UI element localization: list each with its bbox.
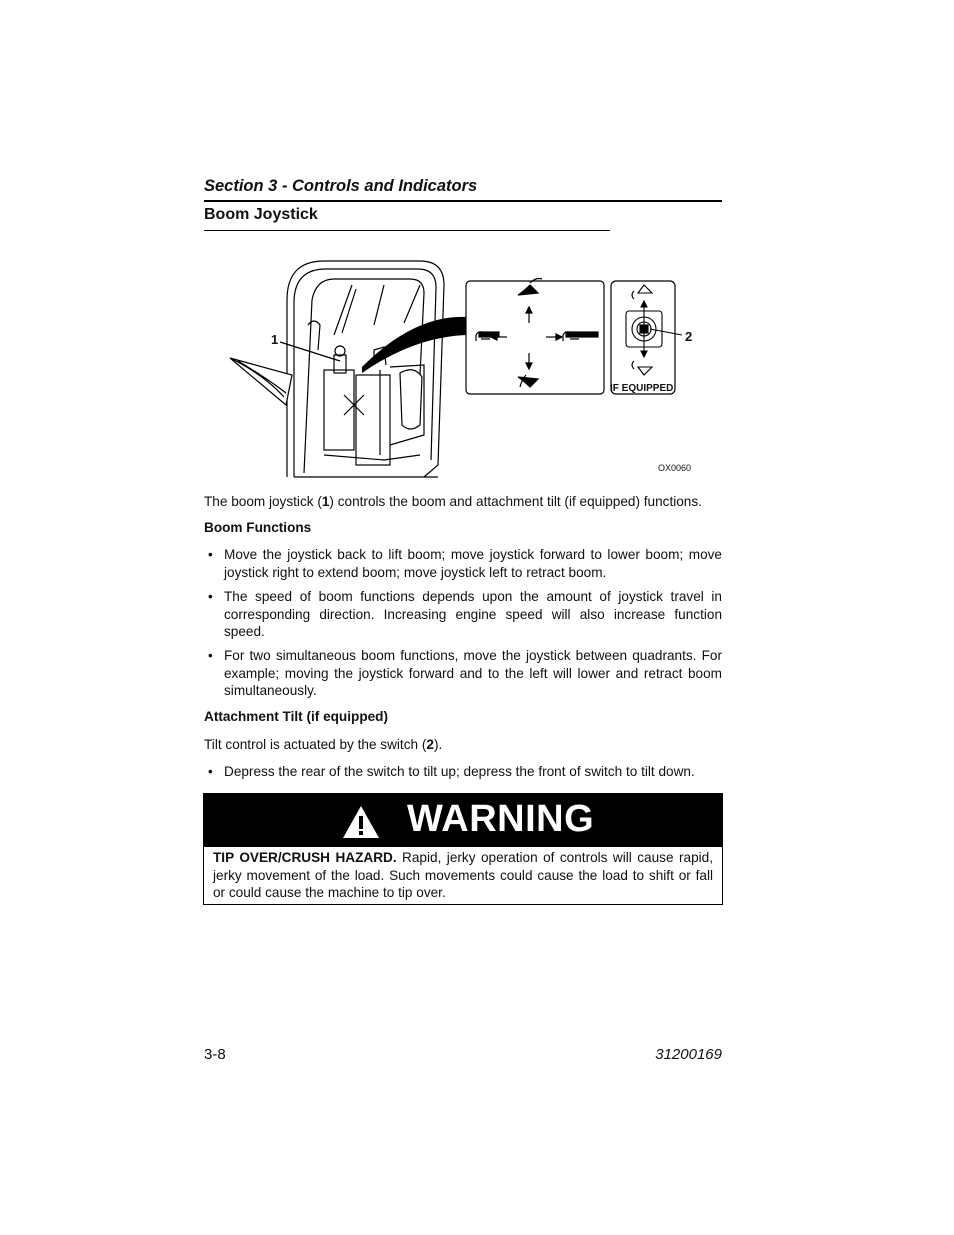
boom-joystick-figure [224,255,702,483]
callout-2-label: 2 [685,329,693,344]
intro-ref: 1 [321,494,330,509]
page-number: 3-8 [204,1046,226,1063]
intro-paragraph: The boom joystick (1) controls the boom and attachment tilt (if equipped) functions. [204,494,702,509]
tilt-ref: 2 [426,737,434,752]
cab-illustration [224,255,702,483]
callout-1-label: 1 [271,332,279,347]
warning-triangle-icon [341,804,381,840]
warning-word: WARNING [407,798,595,840]
warning-banner [204,794,722,847]
heading-rule [204,230,610,231]
header-rule [204,200,722,202]
if-equipped-label: IF EQUIPPED [610,383,674,394]
warning-text: TIP OVER/CRUSH HAZARD. Rapid, jerky operation of controls will cause rapid, jerky movement of the load. Such movements could cause the load to shift or fall or could cause the machine to tip over. [213,850,713,900]
figure-id: OX0060 [658,463,692,473]
tilt-paragraph: Tilt control is actuated by the switch (2). [204,737,443,752]
warning-box [203,793,723,905]
document-number: 31200169 [655,1046,722,1063]
page-heading: Boom Joystick [204,206,318,223]
warning-hazard: TIP OVER/CRUSH HAZARD. [213,850,397,865]
attachment-tilt-heading: Attachment Tilt (if equipped) [204,709,389,724]
section-title: Section 3 - Controls and Indicators [204,177,478,195]
boom-functions-heading: Boom Functions [204,520,312,535]
